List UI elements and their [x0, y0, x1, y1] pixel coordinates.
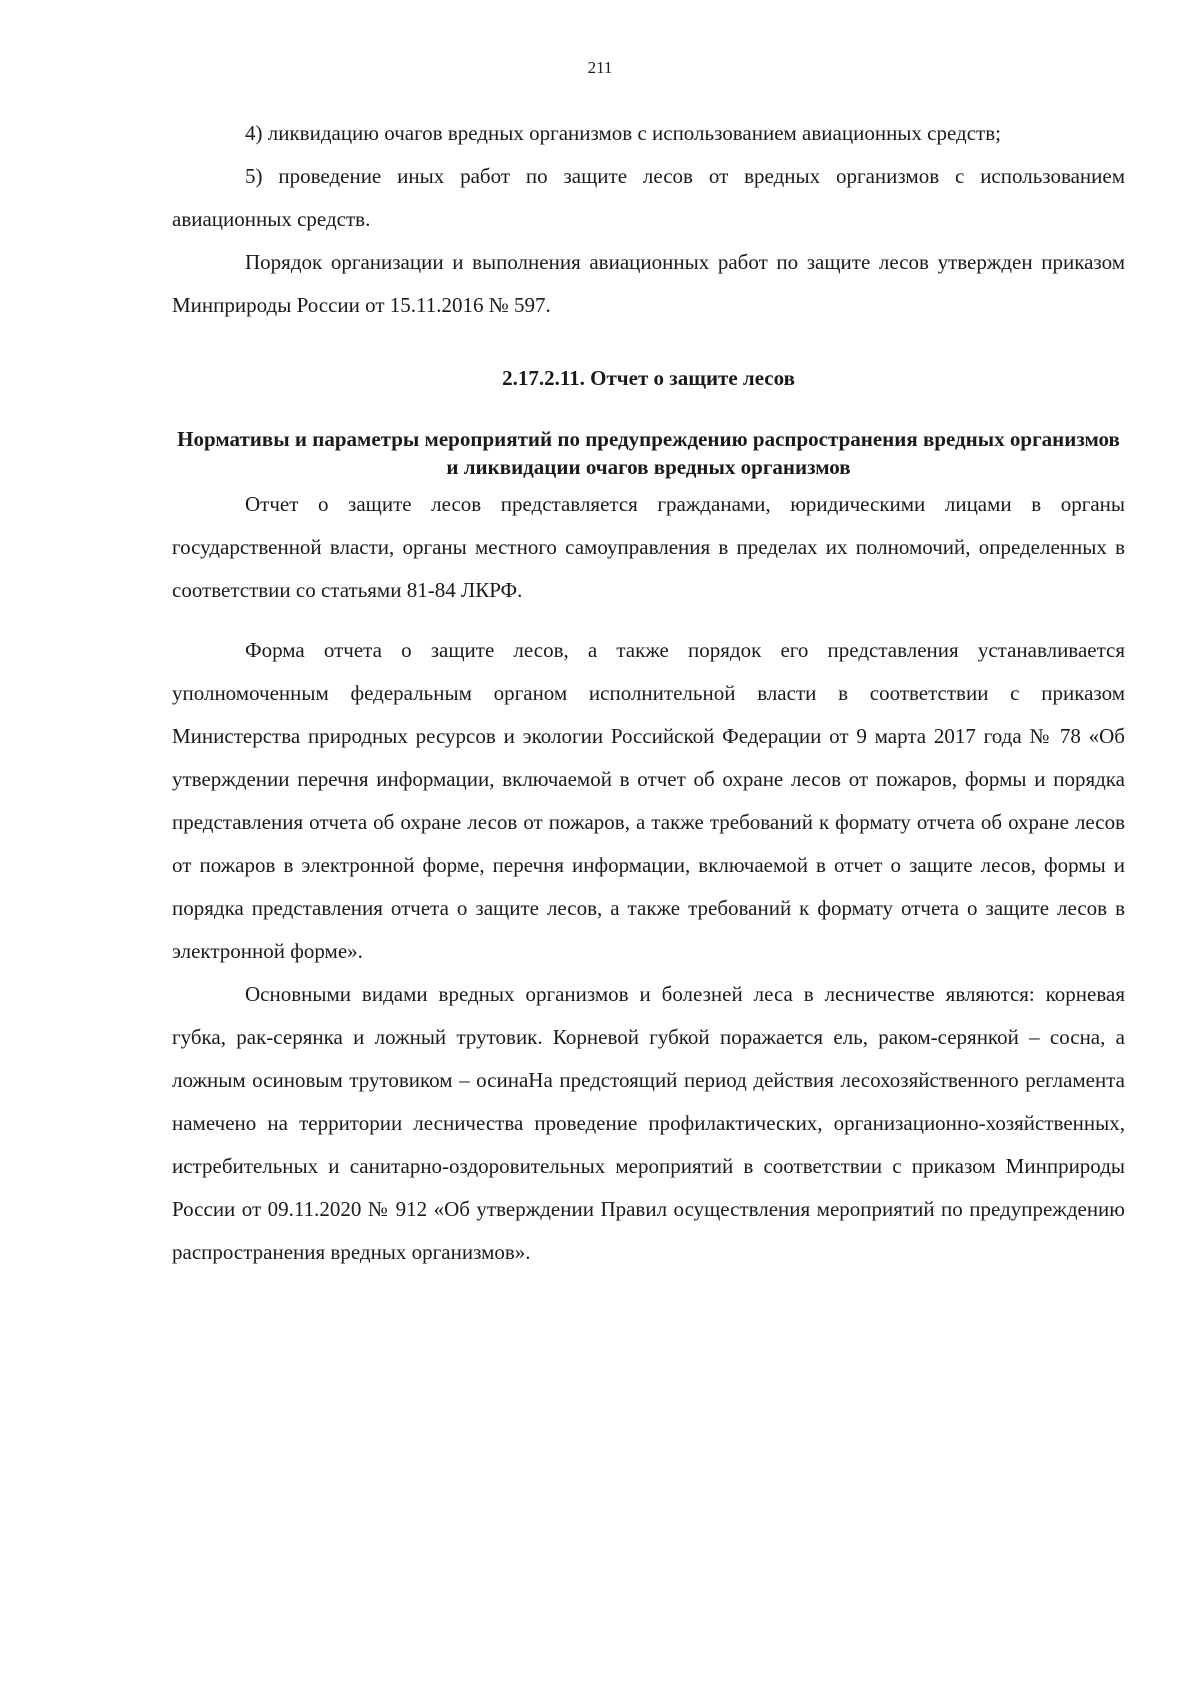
- paragraph-item-4: 4) ликвидацию очагов вредных организмов с использованием авиационных средств;: [245, 121, 1001, 145]
- paragraph-report-submission: Отчет о защите лесов представляется гражданами, юридическими лицами в органы государственной власти, органы местного самоуправления в пределах их полномочий, определенных в соответствии со статьями 81-84 ЛКРФ.: [172, 492, 1125, 602]
- paragraph-report-form: Форма отчета о защите лесов, а также порядок его представления устанавливается уполномоченным федеральным органом исполнительной власти в соответствии с приказом Министерства природных ресурсов и экологии Российской Федерации от 9 марта 2017 года № 78 «Об утверждении перечня информации, включаемой в отчет об охране лесов от пожаров, формы и порядка представления отчета об охране лесов от пожаров, а также требований к формату отчета об охране лесов от пожаров в электронной форме, перечня информации, включаемой в отчет о защите лесов, формы и порядка представления отчета о защите лесов, а также требований к формату отчета о защите лесов в электронной форме».: [172, 638, 1125, 963]
- document-body: [172, 112, 1125, 1274]
- paragraph-aviation-order: Порядок организации и выполнения авиационных работ по защите лесов утвержден приказом Минприроды России от 15.11.2016 № 597.: [172, 250, 1125, 317]
- sub-heading: Нормативы и параметры мероприятий по предупреждению распространения вредных организмов и ликвидации очагов вредных организмов: [177, 427, 1120, 479]
- paragraph-pests-diseases: Основными видами вредных организмов и болезней леса в лесничестве являются: корневая губка, рак-серянка и ложный трутовик. Корневой губкой поражается ель, раком-серянкой – сосна, а ложным осиновым трутовиком – осинаНа предстоящий период действия лесохозяйственного регламента намечено на территории лесничества проведение профилактических, организационно-хозяйственных, истребительных и санитарно-оздоровительных мероприятий в соответствии с приказом Минприроды России от 09.11.2020 № 912 «Об утверждении Правил осуществления мероприятий по предупреждению распространения вредных организмов».: [172, 982, 1125, 1264]
- section-heading: 2.17.2.11. Отчет о защите лесов: [502, 366, 795, 390]
- paragraph-item-5: 5) проведение иных работ по защите лесов от вредных организмов с использованием авиационных средств.: [172, 164, 1125, 231]
- page-number: 211: [587, 58, 613, 77]
